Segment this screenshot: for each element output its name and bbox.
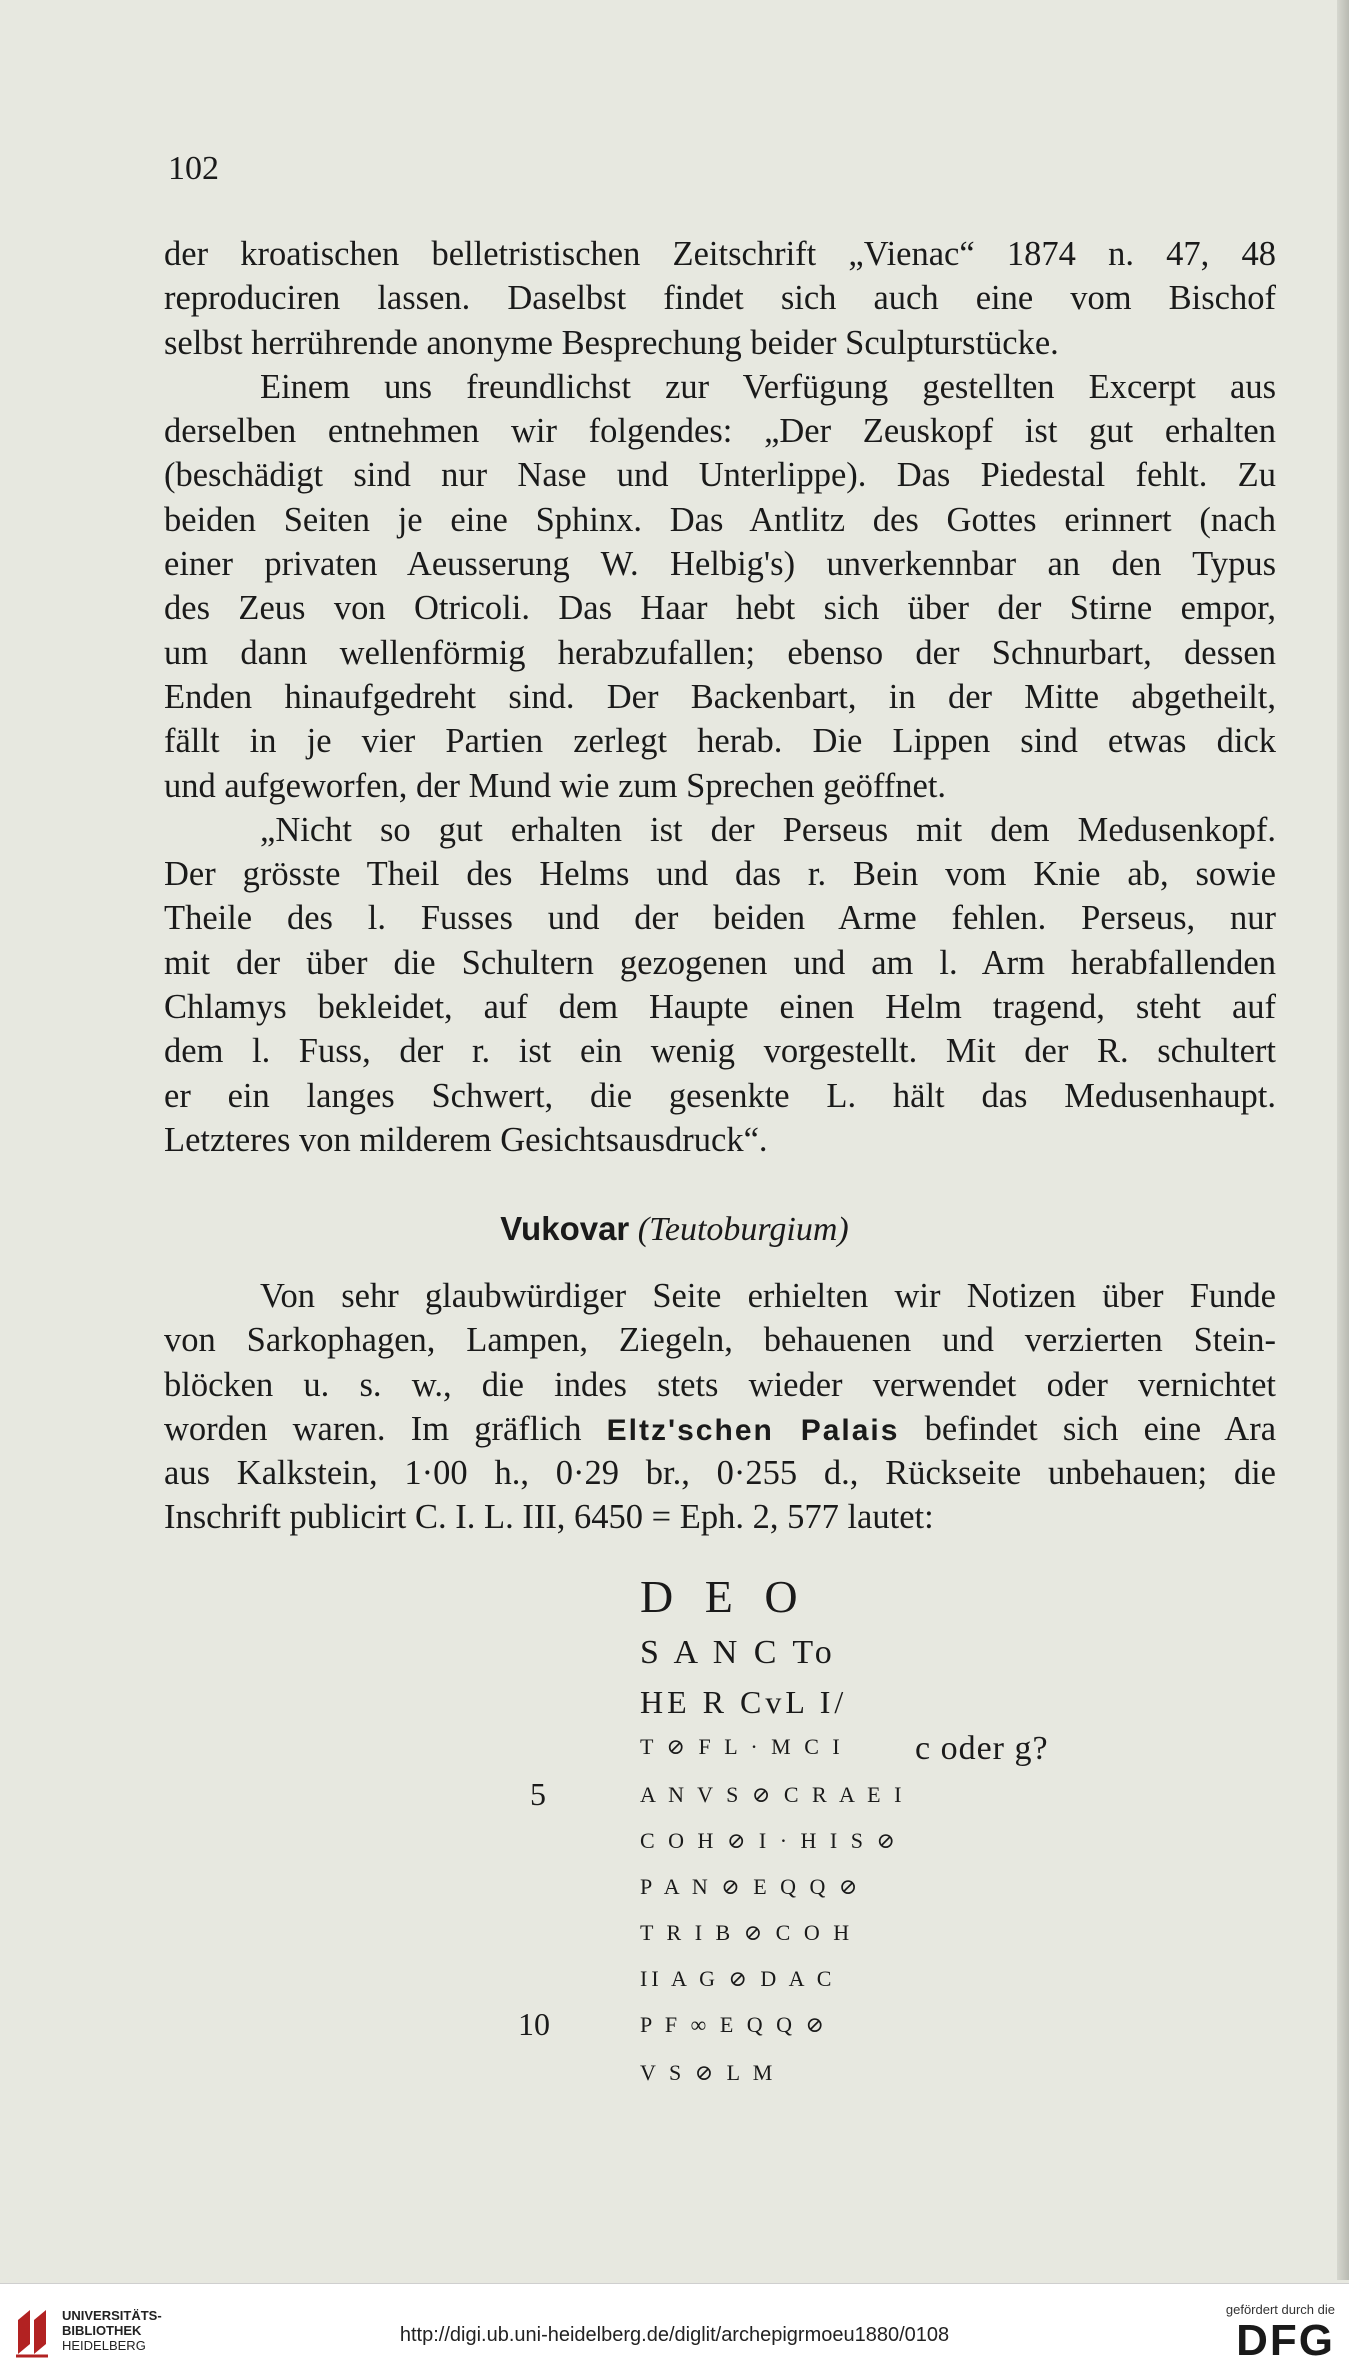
- body-text-bottom: [164, 1274, 1276, 1540]
- footer-bar: [0, 2283, 1349, 2378]
- heading-alt-name: (Teutoburgium): [637, 1211, 849, 1248]
- section-heading: [0, 1210, 1349, 1249]
- text-line: Einem uns freundlichst zur Verfügung gestellten Excerpt aus: [260, 367, 1276, 406]
- text-line: Enden hinaufgedreht sind. Der Backenbart, in der Mitte abgetheilt,: [164, 677, 1276, 716]
- inscription-line: V S ⊘ L M: [640, 2060, 777, 2085]
- text-line: um dann wellenförmig herabzufallen; ebenso der Schnurbart, dessen: [164, 633, 1276, 672]
- text-line: des Zeus von Otricoli. Das Haar hebt sich über der Stirne empor,: [164, 589, 1276, 628]
- permalink-url[interactable]: http://digi.ub.uni-heidelberg.de/diglit/archepigrmoeu1880/0108: [399, 2324, 950, 2346]
- inscription-line: T ⊘ F L · M C I: [640, 1734, 844, 1759]
- library-name-line: BIBLIOTHEK: [62, 2323, 142, 2338]
- text-line: Von sehr glaubwürdiger Seite erhielten wir Notizen über Funde: [260, 1277, 1276, 1315]
- inscription-line: HE R CvL I/: [640, 1684, 848, 1720]
- line-number: 10: [518, 2006, 550, 2042]
- text-line: Der grösste Theil des Helms und das r. Bein vom Knie ab, sowie: [164, 855, 1276, 894]
- inscription-line: A N V S ⊘ C R A E I: [640, 1782, 906, 1807]
- text-line: und aufgeworfen, der Mund wie zum Sprechen geöffnet.: [164, 766, 947, 805]
- library-name-line: HEIDELBERG: [62, 2338, 146, 2353]
- text-fragment: befindet sich eine Ara: [924, 1409, 1277, 1448]
- text-line: blöcken u. s. w., die indes stets wieder verwendet oder vernichtet: [164, 1365, 1276, 1404]
- funding-label: gefördert durch die: [1225, 2302, 1335, 2317]
- text-line: er ein langes Schwert, die gesenkte L. hält das Medusenhaupt.: [164, 1076, 1276, 1115]
- inscription-note: c oder g?: [915, 1730, 1049, 1767]
- heading-place: Vukovar: [500, 1210, 630, 1247]
- palais-name: Eltz'schen Palais: [606, 1413, 900, 1447]
- text-line: [164, 1407, 1276, 1451]
- text-line: einer privaten Aeusserung W. Helbig's) unverkennbar an den Typus: [164, 545, 1276, 584]
- text-line: Letzteres von milderem Gesichtsausdruck“.: [164, 1120, 768, 1159]
- text-line: aus Kalkstein, 1·00 h., 0·29 br., 0·255 d., Rückseite unbehauen; die: [164, 1454, 1276, 1493]
- text-line: reproduciren lassen. Daselbst findet sich auch eine vom Bischof: [164, 279, 1276, 318]
- text-line: dem l. Fuss, der r. ist ein wenig vorgestellt. Mit der R. schultert: [164, 1032, 1276, 1071]
- text-line: derselben entnehmen wir folgendes: „Der Zeuskopf ist gut erhalten: [164, 412, 1276, 451]
- text-line: fällt in je vier Partien zerlegt herab. Die Lippen sind etwas dick: [164, 722, 1276, 761]
- text-line: der kroatischen belletristischen Zeitschrift „Vienac“ 1874 n. 47, 48: [164, 235, 1276, 273]
- line-number: 5: [530, 1776, 546, 1812]
- text-line: „Nicht so gut erhalten ist der Perseus mit dem Medusenkopf.: [260, 810, 1276, 849]
- dfg-logo: DFG: [1236, 2316, 1335, 2365]
- text-line: Chlamys bekleidet, auf dem Haupte einen Helm tragend, steht auf: [164, 988, 1276, 1027]
- funding-credit: [1175, 2302, 1335, 2365]
- text-line: mit der über die Schultern gezogenen und am l. Arm herabfallenden: [164, 943, 1276, 982]
- inscription-line: D E O: [640, 1571, 808, 1622]
- text-line: Inschrift publicirt C. I. L. III, 6450 = Eph. 2, 577 lautet:: [164, 1498, 934, 1537]
- text-line: von Sarkophagen, Lampen, Ziegeln, behauenen und verzierten Stein-: [164, 1321, 1276, 1360]
- text-line: selbst herrührende anonyme Besprechung beider Sculpturstücke.: [164, 323, 1059, 362]
- page-edge-shadow: [1337, 0, 1349, 2280]
- body-text-top: [164, 232, 1276, 1162]
- inscription-line: S A N C To: [640, 1634, 836, 1671]
- text-fragment: worden waren. Im gräflich: [164, 1409, 582, 1448]
- inscription-line: II A G ⊘ D A C: [640, 1966, 836, 1991]
- text-line: (beschädigt sind nur Nase und Unterlippe). Das Piedestal fehlt. Zu: [164, 456, 1276, 495]
- inscription-line: P A N ⊘ E Q Q ⊘: [640, 1874, 862, 1899]
- text-line: Theile des l. Fusses und der beiden Arme fehlen. Perseus, nur: [164, 899, 1276, 938]
- inscription-line: P F ∞ E Q Q ⊘: [640, 2012, 828, 2037]
- text-line: beiden Seiten je eine Sphinx. Das Antlitz des Gottes erinnert (nach: [164, 500, 1276, 539]
- library-name-line: UNIVERSITÄTS-: [62, 2308, 162, 2323]
- page-number: 102: [168, 150, 219, 187]
- inscription-line: C O H ⊘ I · H I S ⊘: [640, 1828, 899, 1853]
- inscription-line: T R I B ⊘ C O H: [640, 1920, 854, 1945]
